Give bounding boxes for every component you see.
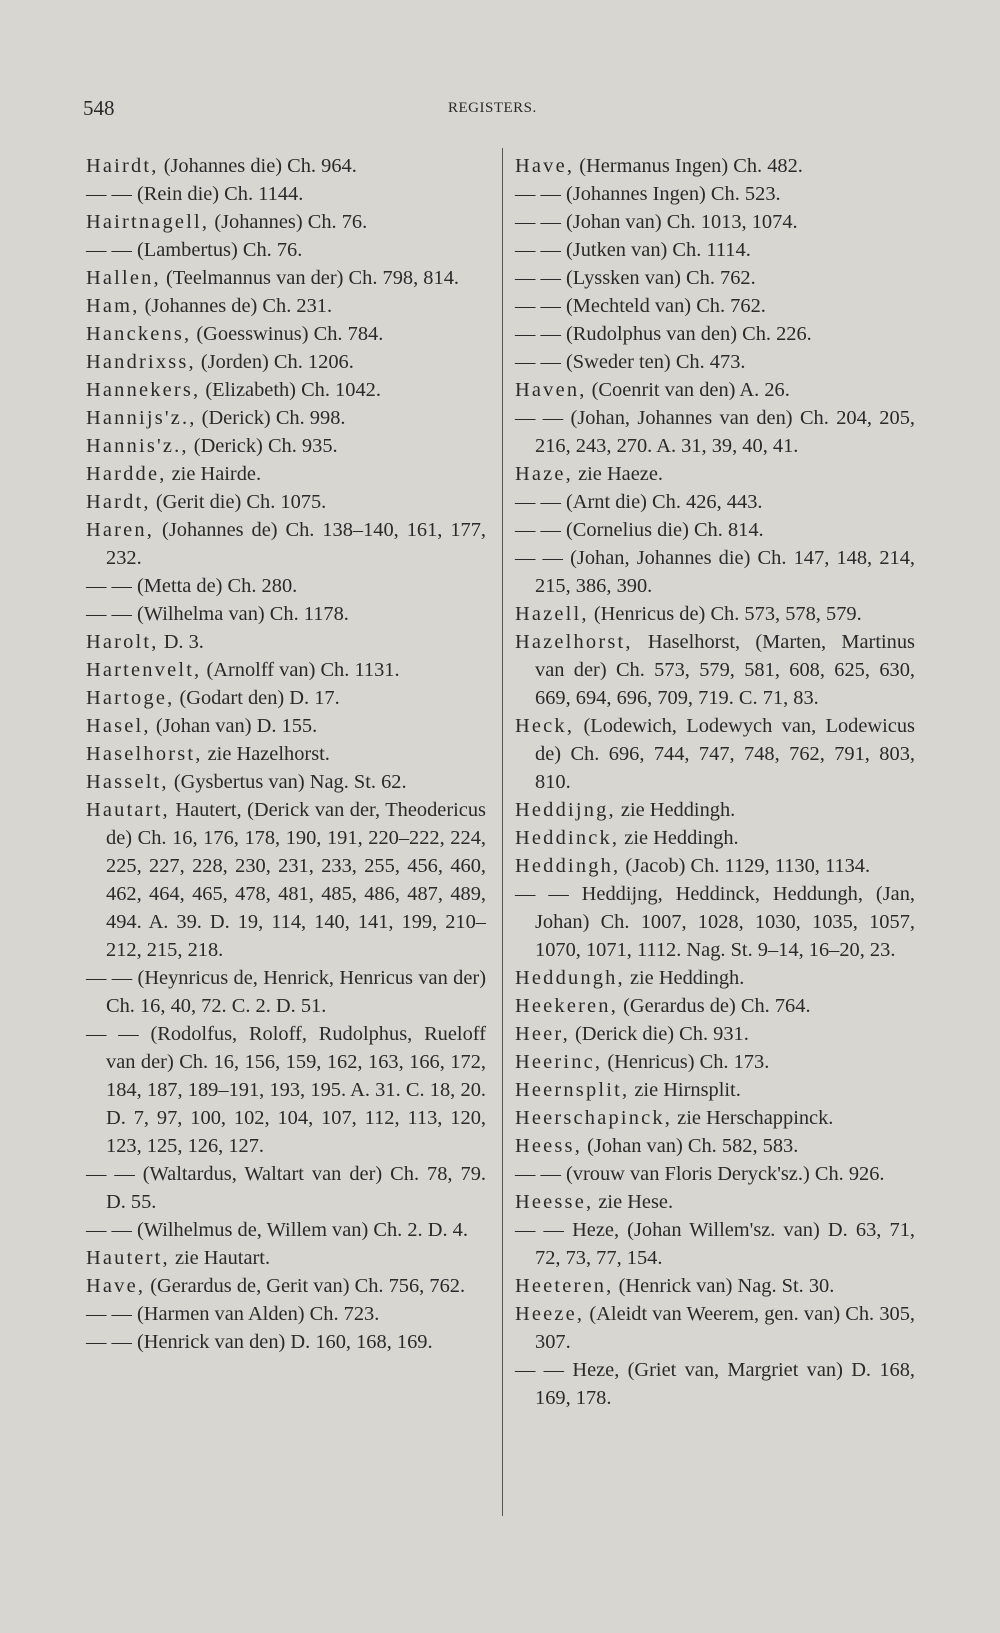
index-entry <box>86 1328 486 1356</box>
entry-headword: Hannekers, <box>86 379 201 401</box>
entry-text: — — (Heynricus de, Henrick, Henricus van der) Ch. 16, 40, 72. C. 2. D. 51. <box>86 967 486 1017</box>
index-entry <box>515 152 915 180</box>
entry-text: — — Heddijng, Heddinck, Heddungh, (Jan, Johan) Ch. 1007, 1028, 1030, 1035, 1057, 1070, 1071, 1112. Nag. St. 9–14, 16–20, 23. <box>515 883 915 961</box>
entry-headword: Ham, <box>86 295 140 317</box>
index-entry <box>515 404 915 460</box>
entry-text: zie Herschappinck. <box>672 1107 834 1129</box>
index-entry <box>515 1020 915 1048</box>
index-entry <box>86 796 486 964</box>
entry-text: (Johannes de) Ch. 138–140, 161, 177, 232. <box>106 519 486 569</box>
index-entry <box>515 1048 915 1076</box>
index-entry <box>515 292 915 320</box>
index-entry <box>86 348 486 376</box>
entry-headword: Hannis'z., <box>86 435 189 457</box>
entry-text: — — (Henrick van den) D. 160, 168, 169. <box>86 1331 433 1353</box>
index-entry <box>86 404 486 432</box>
entry-text: — — (Waltardus, Waltart van der) Ch. 78, 79. D. 55. <box>86 1163 486 1213</box>
entry-headword: Haren, <box>86 519 155 541</box>
entry-text: — — (Wilhelma van) Ch. 1178. <box>86 603 349 625</box>
entry-text: (Hermanus Ingen) Ch. 482. <box>574 155 803 177</box>
index-entry <box>86 488 486 516</box>
entry-headword: Heerinc, <box>515 1051 603 1073</box>
entry-headword: Hannijs'z., <box>86 407 197 429</box>
index-entry <box>86 1160 486 1216</box>
page-number: 548 <box>83 96 115 120</box>
index-entry <box>86 292 486 320</box>
index-entry <box>86 320 486 348</box>
entry-text: zie Haeze. <box>572 463 663 485</box>
index-entry <box>515 208 915 236</box>
entry-text: — — (Johan, Johannes van den) Ch. 204, 205, 216, 243, 270. A. 31, 39, 40, 41. <box>515 407 915 457</box>
entry-text: — — (vrouw van Floris Deryck'sz.) Ch. 926. <box>515 1163 885 1185</box>
entry-headword: Heerschapinck, <box>515 1107 673 1129</box>
entry-text: zie Heddingh. <box>615 799 736 821</box>
index-entry <box>86 180 486 208</box>
index-entry <box>515 544 915 600</box>
entry-headword: Heeze, <box>515 1303 585 1325</box>
index-entry <box>515 236 915 264</box>
entry-text: (Johannes die) Ch. 964. <box>158 155 357 177</box>
index-entry <box>86 264 486 292</box>
index-entry <box>515 600 915 628</box>
index-entry <box>86 376 486 404</box>
entry-headword: Haze, <box>515 463 573 485</box>
entry-headword: Heess, <box>515 1135 582 1157</box>
entry-text: (Jorden) Ch. 1206. <box>195 351 354 373</box>
entry-text: (Godart den) D. 17. <box>174 687 340 709</box>
index-entry <box>515 1132 915 1160</box>
entry-text: (Johannes de) Ch. 231. <box>139 295 333 317</box>
entry-text: zie Hazelhorst. <box>202 743 330 765</box>
entry-headword: Hairdt, <box>86 155 159 177</box>
index-entry <box>515 796 915 824</box>
index-entry <box>86 712 486 740</box>
entry-text: (Gerardus de) Ch. 764. <box>618 995 811 1017</box>
index-entry <box>86 600 486 628</box>
index-entry <box>86 1020 486 1160</box>
index-entry <box>515 1356 915 1412</box>
index-entry <box>86 152 486 180</box>
entry-headword: Heck, <box>515 715 575 737</box>
entry-headword: Heddungh, <box>515 967 625 989</box>
index-entry <box>515 1216 915 1272</box>
index-entry <box>515 628 915 712</box>
entry-text: — — (Arnt die) Ch. 426, 443. <box>515 491 763 513</box>
entry-text: — — (Rodolfus, Roloff, Rudolphus, Rueloff van der) Ch. 16, 156, 159, 162, 163, 166, 172, 184, 187, 189–191, 193, 195. A. 31. C. 18, 20. D. 7, 97, 100, 102, 104, 107, 112, 113, 120, 123, 125, 126, 127. <box>86 1023 486 1157</box>
entry-headword: Handrixss, <box>86 351 196 373</box>
entry-text: (Teelmannus van der) Ch. 798, 814. <box>160 267 459 289</box>
entry-headword: Heer, <box>515 1023 570 1045</box>
entry-text: (Gerit die) Ch. 1075. <box>150 491 327 513</box>
entry-text: zie Hairde. <box>166 463 262 485</box>
index-entry <box>515 824 915 852</box>
entry-headword: Heekeren, <box>515 995 619 1017</box>
entry-text: zie Heddingh. <box>619 827 739 849</box>
entry-headword: Heddingh, <box>515 855 621 877</box>
entry-headword: Hallen, <box>86 267 161 289</box>
index-entry <box>515 1076 915 1104</box>
page-header <box>0 96 1000 126</box>
index-entry <box>86 1300 486 1328</box>
entry-text: — — (Rudolphus van den) Ch. 226. <box>515 323 812 345</box>
index-entry <box>86 208 486 236</box>
entry-text: — — (Jutken van) Ch. 1114. <box>515 239 751 261</box>
entry-headword: Hautert, <box>86 1247 170 1269</box>
index-entry <box>515 712 915 796</box>
index-entry <box>86 460 486 488</box>
running-head: REGISTERS. <box>448 100 537 116</box>
entry-text: — — (Lyssken van) Ch. 762. <box>515 267 756 289</box>
entry-text: zie Hirnsplit. <box>629 1079 741 1101</box>
index-entry <box>86 964 486 1020</box>
index-entry <box>515 516 915 544</box>
entry-text: — — (Lambertus) Ch. 76. <box>86 239 303 261</box>
entry-text: (Elizabeth) Ch. 1042. <box>200 379 381 401</box>
entry-text: — — Heze, (Griet van, Margriet van) D. 168, 169, 178. <box>515 1359 915 1409</box>
entry-text: (Aleidt van Weerem, gen. van) Ch. 305, 307. <box>535 1303 915 1353</box>
entry-headword: Heeteren, <box>515 1275 614 1297</box>
entry-text: — — (Johan van) Ch. 1013, 1074. <box>515 211 798 233</box>
index-entry <box>86 572 486 600</box>
entry-text: (Johan van) Ch. 582, 583. <box>582 1135 799 1157</box>
entry-text: (Derick) Ch. 998. <box>196 407 346 429</box>
entry-text: (Gerardus de, Gerit van) Ch. 756, 762. <box>145 1275 466 1297</box>
entry-text: (Henrick van) Nag. St. 30. <box>613 1275 835 1297</box>
index-entry <box>515 376 915 404</box>
entry-text: (Lodewich, Lodewych van, Lodewicus de) Ch. 696, 744, 747, 748, 762, 791, 803, 810. <box>535 715 915 793</box>
entry-text: — — (Metta de) Ch. 280. <box>86 575 298 597</box>
index-entry <box>515 1160 915 1188</box>
entry-headword: Hazell, <box>515 603 589 625</box>
index-entry <box>515 852 915 880</box>
entry-text: — — (Sweder ten) Ch. 473. <box>515 351 746 373</box>
entry-text: (Johan van) D. 155. <box>150 715 318 737</box>
entry-headword: Hardde, <box>86 463 167 485</box>
entry-text: — — (Wilhelmus de, Willem van) Ch. 2. D. 4. <box>86 1219 468 1241</box>
entry-headword: Haven, <box>515 379 587 401</box>
entry-text: — — (Cornelius die) Ch. 814. <box>515 519 764 541</box>
entry-headword: Hasel, <box>86 715 151 737</box>
index-entry <box>86 740 486 768</box>
entry-text: zie Hautart. <box>169 1247 271 1269</box>
column-divider <box>502 148 503 1516</box>
index-entry <box>515 488 915 516</box>
entry-text: zie Hese. <box>593 1191 674 1213</box>
entry-headword: Heernsplit, <box>515 1079 630 1101</box>
entry-text: — — Heze, (Johan Willem'sz. van) D. 63, 71, 72, 73, 77, 154. <box>515 1219 915 1269</box>
index-entry <box>86 628 486 656</box>
entry-headword: Have, <box>515 155 575 177</box>
entry-headword: Hanckens, <box>86 323 192 345</box>
entry-headword: Hasselt, <box>86 771 169 793</box>
entry-text: (Coenrit van den) A. 26. <box>586 379 790 401</box>
entry-headword: Hartenvelt, <box>86 659 202 681</box>
index-entry <box>86 1272 486 1300</box>
entry-headword: Hartoge, <box>86 687 175 709</box>
entry-text: (Henricus) Ch. 173. <box>602 1051 770 1073</box>
entry-text: Hautert, (Derick van der, Theodericus de) Ch. 16, 176, 178, 190, 191, 220–222, 224, 225, 227, 228, 230, 231, 233, 255, 456, 460, 462, 464, 465, 478, 481, 485, 486, 487, 489, 494. A. 39. D. 19, 114, 140, 141, 199, 210–212, 215, 218. <box>106 799 486 961</box>
entry-headword: Have, <box>86 1275 146 1297</box>
entry-headword: Heddijng, <box>515 799 616 821</box>
index-entry <box>86 1244 486 1272</box>
left-column <box>86 152 486 1356</box>
index-entry <box>515 348 915 376</box>
entry-text: — — (Harmen van Alden) Ch. 723. <box>86 1303 380 1325</box>
entry-headword: Harolt, <box>86 631 159 653</box>
index-entry <box>86 516 486 572</box>
entry-text: — — (Rein die) Ch. 1144. <box>86 183 304 205</box>
index-entry <box>515 964 915 992</box>
entry-headword: Heddinck, <box>515 827 620 849</box>
entry-text: (Goesswinus) Ch. 784. <box>191 323 384 345</box>
index-entry <box>86 768 486 796</box>
entry-text: Haselhorst, (Marten, Martinus van der) Ch. 573, 579, 581, 608, 625, 630, 669, 694, 696, 709, 719. C. 71, 83. <box>535 631 915 709</box>
entry-headword: Hazelhorst, <box>515 631 633 653</box>
entry-text: (Henricus de) Ch. 573, 578, 579. <box>588 603 862 625</box>
right-column <box>515 152 915 1412</box>
entry-text: (Jacob) Ch. 1129, 1130, 1134. <box>620 855 871 877</box>
index-entry <box>515 320 915 348</box>
index-entry <box>515 1188 915 1216</box>
index-entry <box>515 1104 915 1132</box>
index-entry <box>515 460 915 488</box>
index-entry <box>515 264 915 292</box>
entry-text: (Derick) Ch. 935. <box>188 435 338 457</box>
entry-text: (Derick die) Ch. 931. <box>569 1023 749 1045</box>
entry-text: — — (Mechteld van) Ch. 762. <box>515 295 766 317</box>
entry-headword: Hairtnagell, <box>86 211 210 233</box>
entry-text: (Gysbertus van) Nag. St. 62. <box>168 771 407 793</box>
index-entry <box>86 1216 486 1244</box>
entry-text: — — (Johan, Johannes die) Ch. 147, 148, 214, 215, 386, 390. <box>515 547 915 597</box>
index-entry <box>86 236 486 264</box>
index-entry <box>86 684 486 712</box>
index-entry <box>86 432 486 460</box>
entry-headword: Haselhorst, <box>86 743 203 765</box>
entry-text: D. 3. <box>158 631 204 653</box>
entry-text: — — (Johannes Ingen) Ch. 523. <box>515 183 781 205</box>
index-entry <box>515 880 915 964</box>
entry-headword: Heesse, <box>515 1191 594 1213</box>
entry-text: (Arnolff van) Ch. 1131. <box>201 659 400 681</box>
entry-text: (Johannes) Ch. 76. <box>209 211 368 233</box>
index-entry <box>515 180 915 208</box>
index-entry <box>515 992 915 1020</box>
index-entry <box>515 1272 915 1300</box>
entry-headword: Hardt, <box>86 491 151 513</box>
index-entry <box>515 1300 915 1356</box>
index-entry <box>86 656 486 684</box>
entry-headword: Hautart, <box>86 799 170 821</box>
entry-text: zie Heddingh. <box>624 967 745 989</box>
